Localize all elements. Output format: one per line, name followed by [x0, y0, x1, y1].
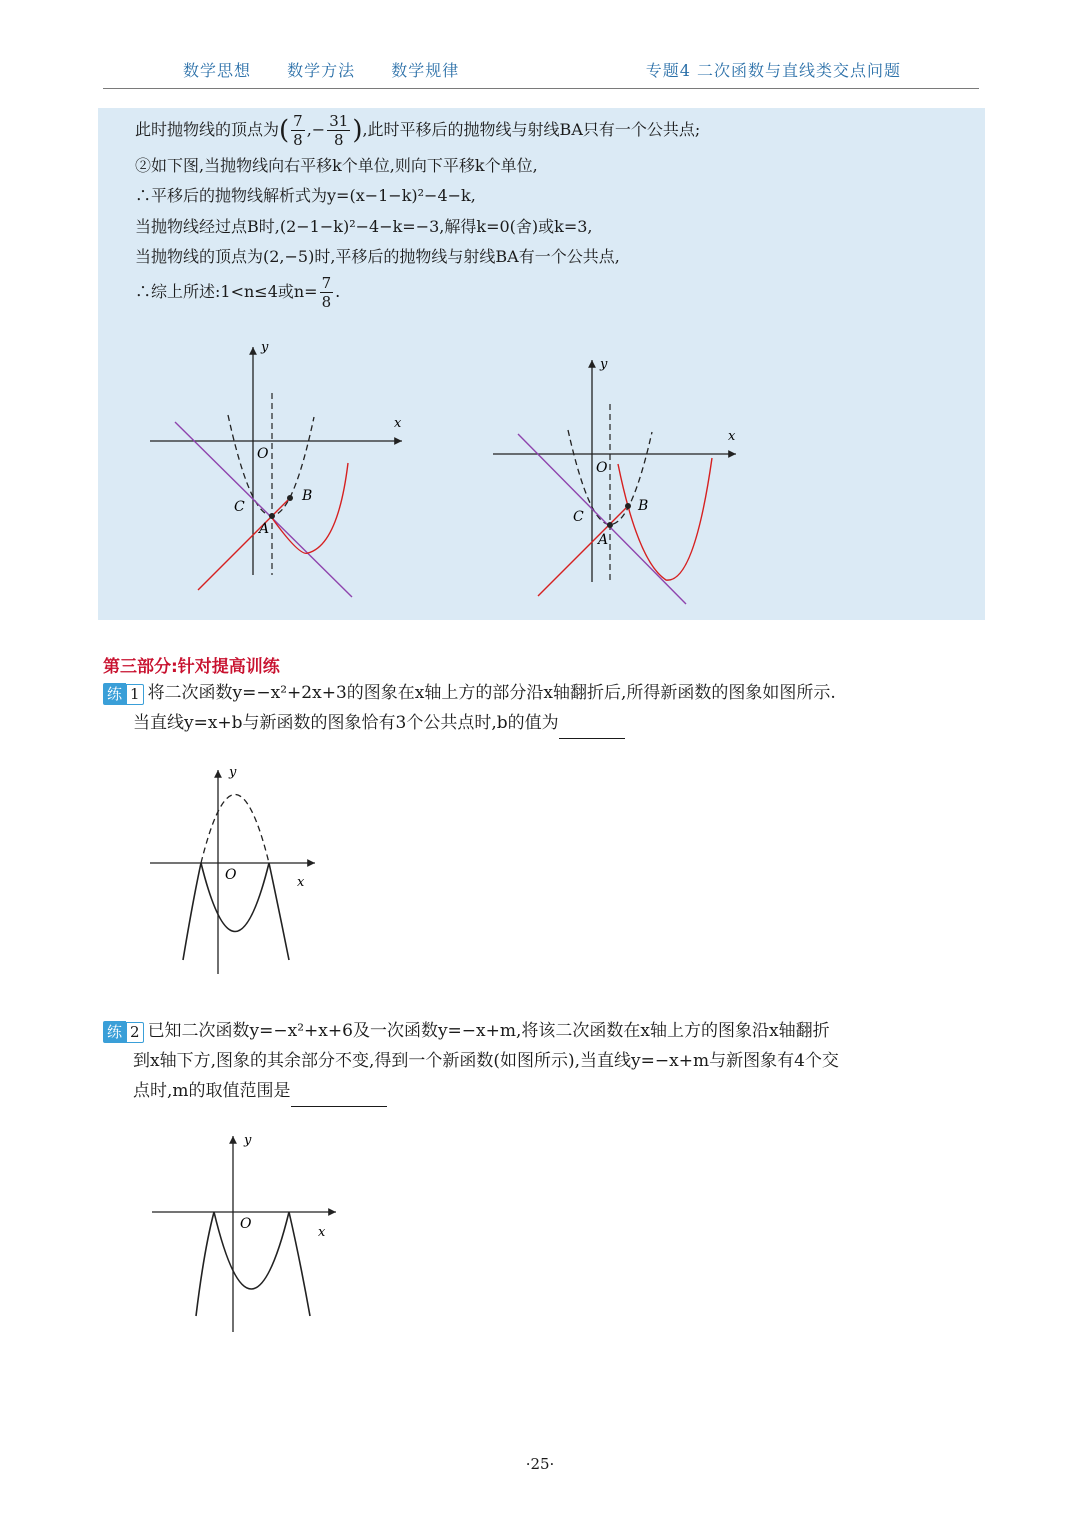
origin-label: O	[240, 1216, 252, 1232]
x-label: x	[318, 1225, 326, 1240]
solution-line-5: 当抛物线的顶点为(2,−5)时,平移后的抛物线与射线BA有一个公共点,	[135, 247, 620, 266]
label-b: B	[638, 498, 649, 514]
label-c: C	[573, 509, 584, 525]
solution-line-4: 当抛物线经过点B时,(2−1−k)²−4−k=−3,解得k=0(舍)或k=3,	[135, 217, 593, 236]
x-label: x	[394, 416, 402, 431]
origin-label: O	[596, 460, 608, 476]
shifted-parabola	[618, 458, 712, 580]
exercise-badge: 练 2	[103, 1021, 144, 1043]
new-function-graph	[196, 1212, 310, 1316]
exercise-text: 点时,m的取值范围是	[133, 1081, 291, 1101]
point-a	[607, 522, 613, 528]
exercise-1-figure	[145, 760, 330, 980]
x-label: x	[297, 875, 305, 890]
exercise-text: 到x轴下方,图象的其余部分不变,得到一个新函数(如图所示),当直线y=−x+m与新图象有4个交	[133, 1051, 839, 1071]
header-tag: 数学方法	[287, 61, 356, 80]
origin-label: O	[257, 446, 269, 462]
point-b	[287, 495, 293, 501]
exercise-text: 当直线y=x+b与新函数的图象恰有3个公共点时,b的值为	[133, 713, 559, 733]
answer-blank[interactable]	[291, 1076, 387, 1107]
point-b	[625, 503, 631, 509]
x-label: x	[728, 429, 736, 444]
label-c: C	[234, 499, 245, 515]
fraction: $\frac{31}{8}$	[329, 112, 349, 149]
exercise-2-figure	[148, 1130, 348, 1340]
exercise-text: 已知二次函数y=−x²+x+6及一次函数y=−x+m,将该二次函数在x轴上方的图象沿x轴翻折	[147, 1021, 830, 1041]
answer-blank[interactable]	[559, 708, 625, 739]
exercise-2	[103, 1016, 839, 1107]
header-tag: 数学思想	[183, 61, 252, 80]
figure-left	[140, 335, 420, 605]
point-a	[269, 513, 275, 519]
fraction: $\frac{7}{8}$	[293, 112, 303, 149]
exercise-1	[103, 678, 836, 739]
header-topic: 专题4 二次函数与直线类交点问题	[645, 61, 901, 80]
original-parabola	[201, 795, 269, 864]
solution-line-1: 此时抛物线的顶点为( $\frac{7}{8}$ ,− $\frac{31}{8}$ ),此时平移后的抛物线与射线BA只有一个公共点;	[135, 112, 701, 149]
y-label: y	[600, 357, 608, 372]
figure-right	[488, 350, 758, 610]
section-title: 第三部分:针对提高训练	[103, 657, 280, 677]
y-label: y	[261, 340, 269, 355]
y-label: y	[244, 1133, 252, 1148]
label-a: A	[259, 521, 270, 537]
solution-text: 此时抛物线的顶点为	[135, 120, 280, 139]
page-header	[103, 58, 979, 89]
y-label: y	[229, 765, 237, 780]
label-a: A	[598, 532, 609, 548]
shifted-parabola	[272, 463, 348, 553]
page-number: ·25·	[525, 1455, 555, 1473]
solution-line-6: ∴综上所述:1<n≤4或n= $\frac{7}{8}$ .	[135, 274, 341, 311]
label-b: B	[302, 488, 313, 504]
solution-line-3: ∴平移后的抛物线解析式为y=(x−1−k)²−4−k,	[135, 186, 476, 205]
header-tags	[183, 58, 489, 81]
fraction: $\frac{7}{8}$	[321, 274, 332, 311]
exercise-text: 将二次函数y=−x²+2x+3的图象在x轴上方的部分沿x轴翻折后,所得新函数的图象如图所示.	[147, 683, 836, 703]
header-tag: 数学规律	[391, 61, 460, 80]
origin-label: O	[225, 867, 237, 883]
exercise-badge: 练 1	[103, 683, 144, 705]
solution-line-2: ②如下图,当抛物线向右平移k个单位,则向下平移k个单位,	[135, 156, 538, 175]
